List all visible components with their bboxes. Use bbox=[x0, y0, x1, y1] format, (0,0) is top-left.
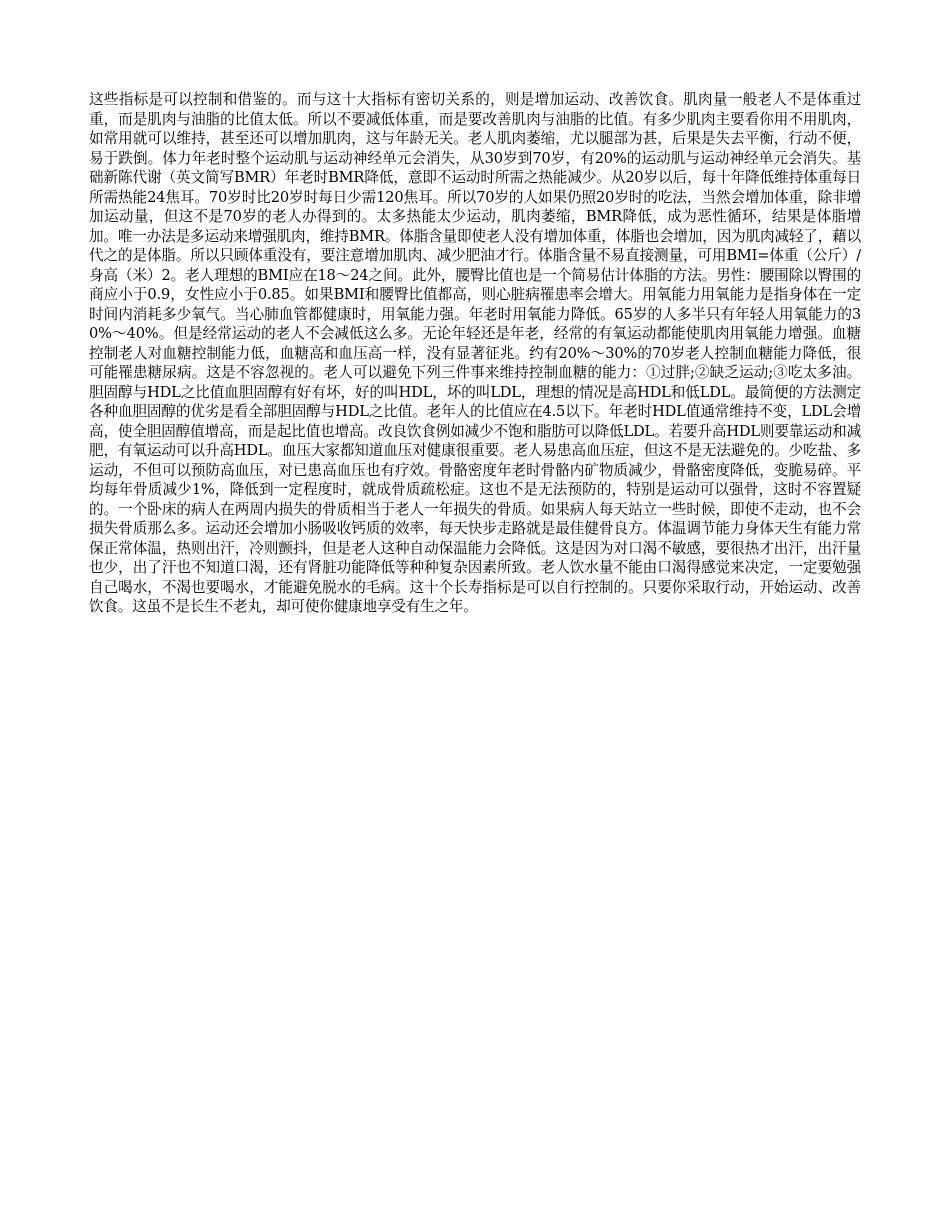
body-paragraph: 这些指标是可以控制和借鉴的。而与这十大指标有密切关系的，则是增加运动、改善饮食。肌肉量一般老人不是体重过重，而是肌肉与油脂的比值太低。所以不要减低体重，而是要改善肌肉与油脂的比值。有多少肌肉主要看你用不用肌肉，如常用就可以维持，甚至还可以增加肌肉，这与年龄无关。老人肌肉萎缩，尤以腿部为甚，后果是失去平衡，行动不便，易于跌倒。体力年老时整个运动肌与运动神经单元会消失，从30岁到70岁，有20%的运动肌与运动神经单元会消失。基础新陈代谢（英文简写BMR）年老时BMR降低，意即不运动时所需之热能减少。从20岁以后，每十年降低维持体重每日所需热能24焦耳。70岁时比20岁时每日少需120焦耳。所以70岁的人如果仍照20岁时的吃法，当然会增加体重，除非增加运动量，但这不是70岁的老人办得到的。太多热能太少运动，肌肉萎缩，BMR降低，成为恶性循环，结果是体脂增加。唯一办法是多运动来增强肌肉，维持BMR。体脂含量即使老人没有增加体重，体脂也会增加，因为肌肉减轻了，藉以代之的是体脂。所以只顾体重没有，要注意增加肌肉、减少肥油才行。体脂含量不易直接测量，可用BMI=体重（公斤）/身高（米）2。老人理想的BMI应在18～24之间。此外，腰臀比值也是一个简易估计体脂的方法。男性：腰围除以臀围的商应小于0.9，女性应小于0.85。如果BMI和腰臀比值都高，则心脏病罹患率会增大。用氧能力用氧能力是指身体在一定时间内消耗多少氧气。当心肺血管都健康时，用氧能力强。年老时用氧能力降低。65岁的人多半只有年轻人用氧能力的30%～40%。但是经常运动的老人不会减低这么多。无论年轻还是年老，经常的有氧运动都能使肌肉用氧能力增强。血糖控制老人对血糖控制能力低，血糖高和血压高一样，没有显著征兆。约有20%～30%的70岁老人控制血糖能力降低，很可能罹患糖尿病。这是不容忽视的。老人可以避免下列三件事来维持控制血糖的能力：①过胖;②缺乏运动;③吃太多油。胆固醇与HDL之比值血胆固醇有好有坏，好的叫HDL，坏的叫LDL，理想的情况是高HDL和低LDL。最简便的方法测定各种血胆固醇的优劣是看全部胆固醇与HDL之比值。老年人的比值应在4.5以下。年老时HDL值通常维持不变，LDL会增高，使全胆固醇值增高，而是起比值也增高。改良饮食例如减少不饱和脂肪可以降低LDL。若要升高HDL则要靠运动和减肥，有氧运动可以升高HDL。血压大家都知道血压对健康很重要。老人易患高血压症，但这不是无法避免的。少吃盐、多运动，不但可以预防高血压，对已患高血压也有疗效。骨骼密度年老时骨骼内矿物质减少，骨骼密度降低，变脆易碎。平均每年骨质减少1%，降低到一定程度时，就成骨质疏松症。这也不是无法预防的，特别是运动可以强骨，这时不容置疑的。一个卧床的病人在两周内损失的骨质相当于老人一年损失的骨质。如果病人每天站立一些时候，即使不走动，也不会损失骨质那么多。运动还会增加小肠吸收钙质的效率，每天快步走路就是最佳健骨良方。体温调节能力身体天生有能力常保正常体温，热则出汗，冷则颤抖，但是老人这种自动保温能力会降低。这是因为对口渴不敏感，要很热才出汗，出汗量也少，出了汗也不知道口渴，还有肾脏功能降低等种种复杂因素所致。老人饮水量不能由口渴得感觉来决定，一定要勉强自己喝水，不渴也要喝水，才能避免脱水的毛病。这十个长寿指标是可以自行控制的。只要你采取行动，开始运动、改善饮食。这虽不是长生不老丸，却可使你健康地享受有生之年。 bbox=[89, 91, 861, 615]
